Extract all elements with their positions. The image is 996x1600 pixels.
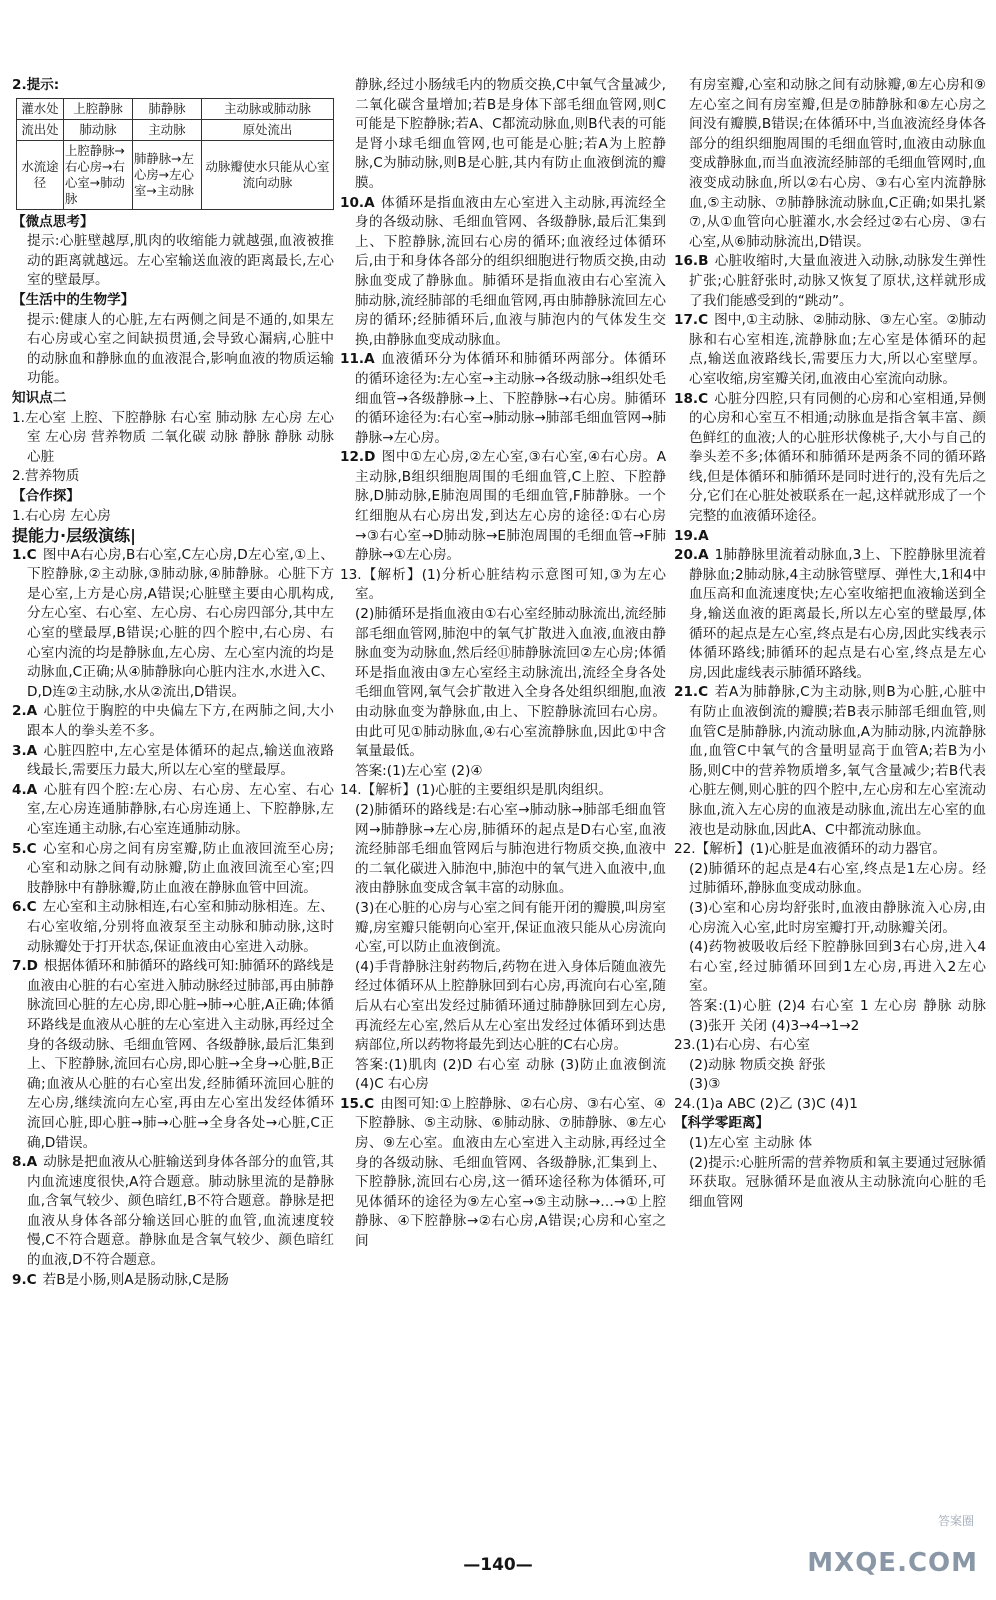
table-cell: 原处流出 bbox=[202, 119, 334, 140]
page-number: —140— bbox=[463, 1555, 533, 1575]
column-middle bbox=[340, 76, 666, 1252]
list-item: 12.D 图中①左心房,②左心室,③右心室,④右心房。A主动脉,B组织细胞周围的毛细血管,C上腔、下腔静脉,D肺动脉,E肺泡周围的毛细血管,F肺静脉。一个红细胞从右心房出发,到达左心房的途径:①右心房→③右心室→D肺动脉→E肺泡周围的毛细血管→F肺静脉→①左心房。 bbox=[340, 449, 666, 564]
table-cell: 肺动脉 bbox=[64, 119, 133, 140]
list-item: 9.C 若B是小肠,则A是肠动脉,C是肠 bbox=[12, 1271, 229, 1288]
paragraph: 静脉,经过小肠绒毛内的物质交换,C中氧气含量减少,二氧化碳含量增加;若B是身体下部毛细血管网,则C可能是下腔静脉;若A、C都流动脉血,则B代表的可能是肾小球毛细血管网,也可能是心脏;若A为上腔静脉,C为肺动脉,则B是心脏,其内有防止血液倒流的瓣膜。 bbox=[355, 77, 666, 191]
paragraph: (3)在心脏的心房与心室之间有能开闭的瓣膜,叫房室瓣,房室瓣只能朝向心室开,保证血液只能从心房流向心室,可以防止血液倒流。 bbox=[355, 899, 666, 956]
column-right bbox=[674, 76, 986, 1212]
table-cell: 上腔静脉→右心房→右心室→肺动脉 bbox=[64, 140, 133, 209]
answer-line: 答案:(1)肌肉 (2)D 右心室 动脉 (3)防止血液倒流 (4)C 右心房 bbox=[355, 1056, 666, 1093]
list-item: 16.B 心脏收缩时,大量血液进入动脉,动脉发生弹性扩张;心脏舒张时,动脉又恢复了原状,这样就形成了我们能感受到的“跳动”。 bbox=[674, 253, 986, 309]
table-cell: 灌水处 bbox=[17, 98, 64, 119]
list-item: 23.(1)右心房、右心室 bbox=[674, 1037, 811, 1054]
list-item: 13.【解析】(1)分析心脏结构示意图可知,③为左心室。 bbox=[340, 566, 666, 603]
table-cell: 肺静脉→左心房→左心室→主动脉 bbox=[133, 140, 202, 209]
table-cell: 流出处 bbox=[17, 119, 64, 140]
paragraph: 2.营养物质 bbox=[12, 468, 80, 485]
list-item: 11.A 血液循环分为体循环和肺循环两部分。体循环的循环途径为:左心室→主动脉→各级动脉→组织处毛细血管→各级静脉→上、下腔静脉→右心房。肺循环的循环途径为:右心室→肺动脉→肺部毛细血管网→肺静脉→左心房。 bbox=[340, 351, 666, 446]
paragraph: 1.右心房 左心房 bbox=[12, 507, 111, 524]
list-item: 19.A bbox=[674, 527, 709, 544]
section-heading: 【合作探】 bbox=[12, 487, 80, 504]
paragraph: 提示:健康人的心脏,左右两侧之间是不通的,如果左右心房或心室之间缺损贯通,会导致心漏病,心脏中的动脉血和静脉血的血液混合,影响血液的物质运输功能。 bbox=[27, 311, 334, 387]
list-item: 8.A 动脉是把血液从心脏输送到身体各部分的血管,其内血流速度很快,A符合题意。肺动脉里流的是静脉血,含氧气较少、颜色暗红,B不符合题意。静脉是把血液从身体各部分输送回心脏的血管,血流速度较慢,C不符合题意。静脉血是含氧气较少、颜色暗红的血液,D不符合题意。 bbox=[12, 1154, 334, 1269]
list-item: 17.C 图中,①主动脉、②肺动脉、③左心室。②肺动脉和右心室相连,流静脉血;左心室是体循环的起点,输送血液路线长,需要压力大,所以心室壁厚。心室收缩,房室瓣关闭,血液由心室流向动脉。 bbox=[674, 312, 986, 387]
list-item: 4.A 心脏有四个腔:左心房、右心房、左心室、右心室,左心房连通肺静脉,右心房连通上、下腔静脉,左心室连通主动脉,右心室连通肺动脉。 bbox=[12, 781, 334, 837]
section-heading: 【科学零距离】 bbox=[674, 1115, 770, 1132]
watermark-logo: MXQE.COM bbox=[807, 1548, 978, 1578]
table-cell: 水流途径 bbox=[17, 140, 64, 209]
paragraph: (2)肺循环是指血液由①右心室经肺动脉流出,流经肺部毛细血管网,肺泡中的氧气扩散进入血液,血液由静脉血变为动脉血,然后经⑪肺静脉流回②左心房;体循环是指血液由③左心室经主动脉流出,流经全身各处毛细血管网,氧气会扩散进入全身各处组织细胞,血液由动脉血变为静脉血,由上、下腔静脉流回右心房。由此可见①肺动脉血,④右心室流静脉血,因此①中含氧量最低。 bbox=[355, 606, 666, 760]
section-heading: 【生活中的生物学】 bbox=[12, 291, 135, 308]
list-item: 15.C 由图可知:①上腔静脉、②右心房、③右心室、④下腔静脉、⑤主动脉、⑥肺动脉、⑦肺静脉、⑧左心房、⑨左心室。血液由左心室进入主动脉,再经过全身的各级动脉、毛细血管网、各级静脉,汇集到上、下腔静脉,流回右心房,这一循环途径称为体循环,可见体循环的途径为⑨左心室→⑤主动脉→…→①上腔静脉、④下腔静脉→②右心房,A错误;心房和心室之间 bbox=[340, 1095, 666, 1250]
paragraph: (4)药物被吸收后经下腔静脉回到3右心房,进入4右心室,经过肺循环回到1左心房,再进入2左心室。 bbox=[689, 939, 986, 995]
table-cell: 主动脉或肺动脉 bbox=[202, 98, 334, 119]
watermark-text: 答案圈 bbox=[937, 1514, 974, 1528]
hint-table bbox=[16, 98, 334, 210]
list-item: 7.D 根据体循环和肺循环的路线可知:肺循环的路线是血液由心脏的右心室进入肺动脉经过肺部,再由肺静脉流回心脏的左心房,即心脏→肺→心脏,A正确;体循环路线是血液从心脏的左心室进入主动脉,再经过全身的各级动脉、毛细血管网、各级静脉,最后汇集到上、下腔静脉,流回右心房,即心脏→全身→心脏,B正确;血液从心脏的右心室出发,经肺循环流回心脏的左心房,继续流向左心室,再由左心室出发经体循环流回心脏,即心脏→肺→心脏→全身各处→心脏,C正确,D错误。 bbox=[12, 958, 334, 1151]
list-item: 18.C 心脏分四腔,只有同侧的心房和心室相通,异侧的心房和心室互不相通;动脉血是指含氧丰富、颜色鲜红的血液;人的心脏形状像桃子,大小与自己的拳头差不多;体循环和肺循环是两条不同的循环路线,但是体循环和肺循环是同时进行的,没有先后之分,它们在心脏处被联系在一起,这样就形成了一个完整的血液循环途径。 bbox=[674, 390, 986, 525]
list-item: 2.A 心脏位于胸腔的中央偏左下方,在两肺之间,大小跟本人的拳头差不多。 bbox=[12, 703, 334, 740]
paragraph: (3)③ bbox=[689, 1076, 721, 1093]
hint-title: 2.提示: bbox=[12, 77, 60, 93]
table-cell: 肺静脉 bbox=[133, 98, 202, 119]
paragraph: (4)手背静脉注射药物后,药物在进入身体后随血液先经过体循环从上腔静脉回到右心房,再流向右心室,随后从右心室出发经过肺循环通过肺静脉回到左心房,再流经左心室,然后从左心室出发经过体循环到达患病部位,所以药物将最先到达心脏的C右心房。 bbox=[355, 958, 666, 1054]
answer-line: 答案:(1)左心室 (2)④ bbox=[355, 762, 483, 779]
column-left bbox=[12, 76, 334, 1290]
paragraph: (2)肺循环的路线是:右心室→肺动脉→肺部毛细血管网→肺静脉→左心房,肺循环的起点是D右心室,血液流经肺部毛细血管网后与肺泡进行物质交换,血液中的二氧化碳进入肺泡中,肺泡中的氧气进入血液中,血液由静脉血变成含氧丰富的动脉血。 bbox=[355, 801, 666, 897]
paragraph: 有房室瓣,心室和动脉之间有动脉瓣,⑧左心房和⑨左心室之间有房室瓣,但是⑦肺静脉和⑧左心房之间没有瓣膜,B错误;在体循环中,当血液流经身体各部分的组织细胞周围的毛细血管时,血液由动脉血变成静脉血,而当血液流经肺部的毛细血管网时,血液变成动脉血,所以②右心房、③右心室内流静脉血,⑤主动脉、⑦肺静脉流动脉血,C正确;如果扎紧⑦,从①血管向心脏灌水,水会经过②右心房、③右心室,从⑥肺动脉流出,D错误。 bbox=[689, 77, 986, 250]
list-item: 22.【解析】(1)心脏是血液循环的动力器官。 bbox=[674, 841, 946, 858]
paragraph: (2)提示:心脏所需的营养物质和氧主要通过冠脉循环获取。冠脉循环是血液从主动脉流向心脏的毛细血管网 bbox=[689, 1154, 986, 1210]
paragraph: (2)动脉 物质交换 舒张 bbox=[689, 1056, 826, 1073]
list-item: 10.A 体循环是指血液由左心室进入主动脉,再流经全身的各级动脉、毛细血管网、各级静脉,最后汇集到上、下腔静脉,流回右心房的循环;血液经过体循环后,由于和身体各部分的组织细胞进行物质交换,由动脉血变成了静脉血。肺循环是指血液由右心室流入肺动脉,流经肺部的毛细血管网,再由肺静脉流回左心房的循环;经肺循环后,血液与肺泡内的气体发生交换,由静脉血变成动脉血。 bbox=[340, 194, 666, 348]
table-cell: 主动脉 bbox=[133, 119, 202, 140]
list-item: 5.C 心室和心房之间有房室瓣,防止血液回流至心房;心室和动脉之间有动脉瓣,防止血液回流至心室;四肢静脉中有静脉瓣,防止血液在静脉血管中回流。 bbox=[12, 840, 334, 896]
answer-line: 答案:(1)心脏 (2)4 右心室 1 左心房 静脉 动脉 (3)张开 关闭 (4)3→4→1→2 bbox=[689, 997, 986, 1034]
list-item: 21.C 若A为肺静脉,C为主动脉,则B为心脏,心脏中有防止血液倒流的瓣膜;若B表示肺部毛细血管,则血管C是肺静脉,内流动脉血,A为肺动脉,内流静脉血,血管C中氧气的含量明显高于血管A;若B为小肠,则C中的营养物质增多,氧气含量减少;若B代表心脏左侧,则心脏的四个腔中,左心房和左心室流动脉血,流入左心房的血液是动脉血,流出左心室的血液也是动脉血,因此A、C中都流动脉血。 bbox=[674, 684, 986, 838]
section-heading: 提能力·层级演练| bbox=[12, 526, 136, 546]
paragraph: 提示:心脏壁越厚,肌肉的收缩能力就越强,血液被推动的距离就越远。左心室输送血液的距离最长,左心室的壁最厚。 bbox=[27, 233, 334, 289]
list-item: 24.(1)a ABC (2)乙 (3)C (4)1 bbox=[674, 1095, 858, 1112]
list-item: 3.A 心脏四腔中,左心室是体循环的起点,输送血液路线最长,需要压力最大,所以左心室的壁最厚。 bbox=[12, 742, 334, 779]
paragraph: (3)心室和心房均舒张时,血液由静脉流入心房,由心房流入心室,此时房室瓣打开,动脉瓣关闭。 bbox=[689, 899, 986, 936]
paragraph: (1)左心室 主动脉 体 bbox=[689, 1135, 813, 1152]
paragraph: 1.左心室 上腔、下腔静脉 右心室 肺动脉 左心房 左心室 左心房 营养物质 二氧化碳 动脉 静脉 静脉 动脉 心脏 bbox=[12, 409, 334, 465]
paragraph: (2)肺循环的起点是4右心室,终点是1左心房。经过肺循环,静脉血变成动脉血。 bbox=[689, 860, 986, 897]
list-item: 20.A 1肺静脉里流着动脉血,3上、下腔静脉里流着静脉血;2肺动脉,4主动脉管壁厚、弹性大,1和4中血压高和血流速度快;左心室收缩把血液输送到全身,输送血液的距离最长,所以左心室的壁最厚,体循环的起点是左心室,终点是右心房,因此实线表示体循环路线;肺循环的起点是右心室,终点是左心房,因此虚线表示肺循环路线。 bbox=[674, 547, 986, 681]
section-heading: 【微点思考】 bbox=[12, 213, 94, 230]
table-cell: 动脉瓣使水只能从心室流向动脉 bbox=[202, 140, 334, 209]
section-heading: 知识点二 bbox=[12, 389, 67, 406]
table-cell: 上腔静脉 bbox=[64, 98, 133, 119]
list-item: 14.【解析】(1)心脏的主要组织是肌肉组织。 bbox=[340, 782, 612, 799]
list-item: 1.C 图中A右心房,B右心室,C左心房,D左心室,①上、下腔静脉,②主动脉,③肺动脉,④肺静脉。心脏下方是心室,上方是心房,A错误;心脏壁主要由心肌构成,分左心室、右心室、左心房、右心房四部分,其中左心室的壁最厚,B错误;心脏的四个腔中,右心房、右心室内流的均是静脉血,左心房、左心室内流的均是动脉血,C正确;从④肺静脉向心脏内注水,水进入C、D,D连②主动脉,水从②流出,D错误。 bbox=[12, 546, 334, 700]
list-item: 6.C 左心室和主动脉相连,右心室和肺动脉相连。左、右心室收缩,分别将血液泵至主动脉和肺动脉,这时动脉瓣处于打开状态,保证血液由心室进入动脉。 bbox=[12, 899, 334, 955]
